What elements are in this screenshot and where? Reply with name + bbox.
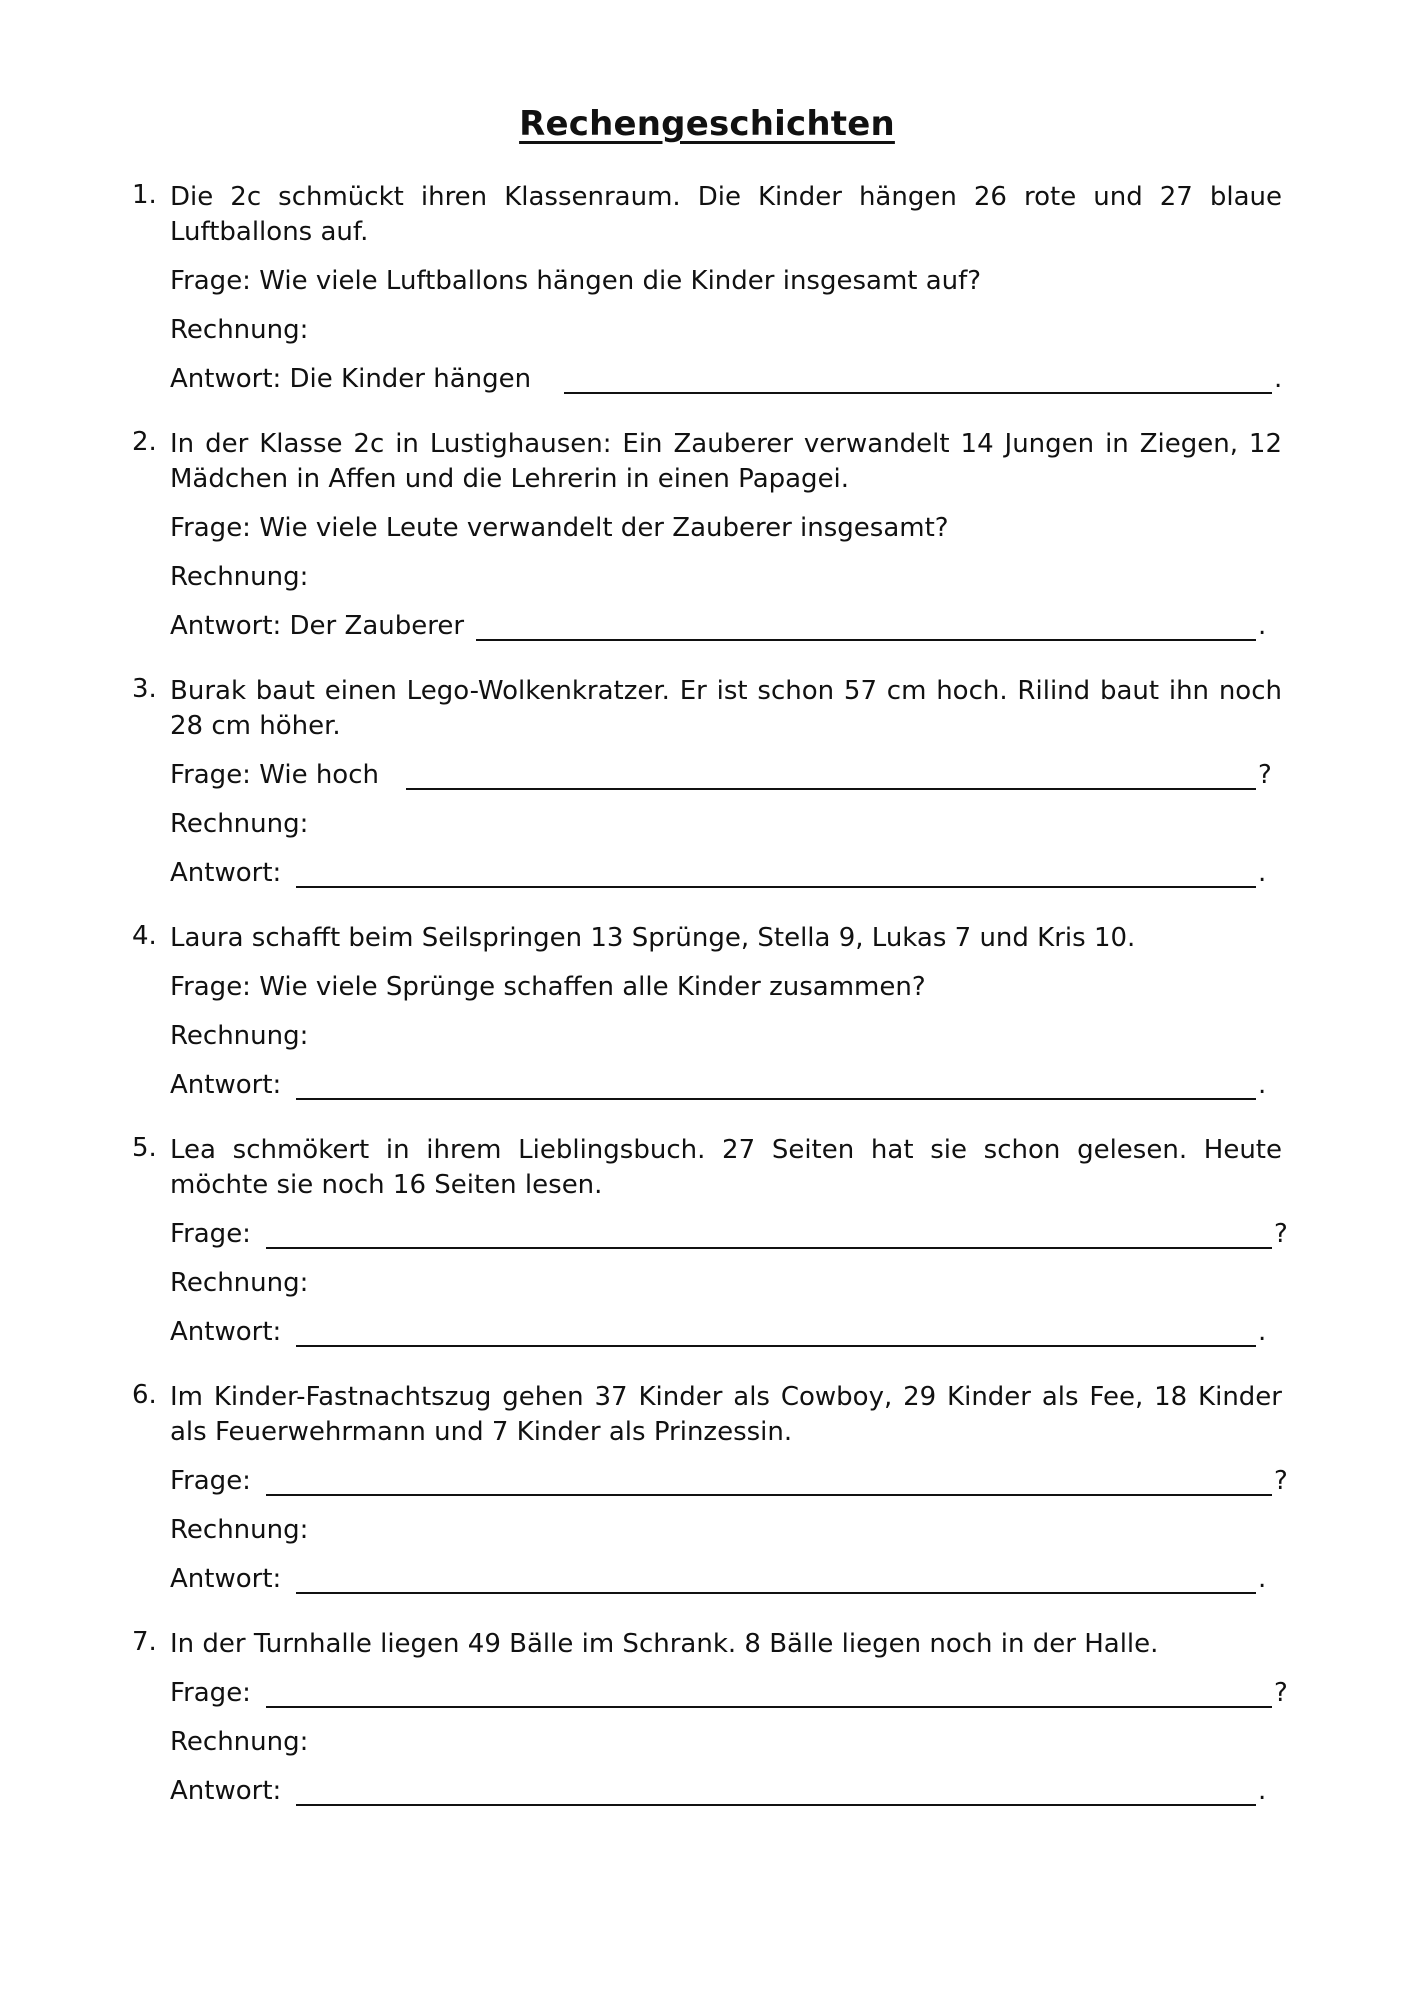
frage-blank[interactable]: [266, 1464, 1272, 1496]
task-number: 2.: [132, 427, 157, 457]
antwort-end: .: [1258, 1317, 1267, 1347]
antwort-blank[interactable]: [564, 362, 1272, 394]
rechnung-row: [170, 807, 1282, 841]
antwort-row: [170, 1774, 1282, 1808]
rechnung-label: Rechnung:: [170, 1268, 309, 1298]
rechnung-row: [170, 1019, 1282, 1053]
antwort-label: Antwort:: [170, 1776, 282, 1806]
antwort-label: Antwort:: [170, 1070, 282, 1100]
task-story: In der Klasse 2c in Lustighausen: Ein Zauberer verwandelt 14 Jungen in Ziegen, 12 Mädchen in Affen und die Lehrerin in einen Papagei.: [170, 429, 1282, 494]
frage-row: [170, 264, 1282, 298]
task-6: [132, 1380, 1288, 1596]
frage-row: [170, 1464, 1288, 1498]
antwort-blank[interactable]: [296, 1562, 1256, 1594]
antwort-label: Antwort:: [170, 1317, 282, 1347]
task-story: Lea schmökert in ihrem Lieblingsbuch. 27 Seiten hat sie schon gelesen. Heute möchte sie noch 16 Seiten lesen.: [170, 1135, 1282, 1200]
task-1: [132, 180, 1282, 396]
page-title: Rechengeschichten: [519, 104, 895, 144]
frage-blank[interactable]: [406, 758, 1256, 790]
frage-end: ?: [1274, 1678, 1288, 1708]
antwort-blank[interactable]: [296, 856, 1256, 888]
antwort-row: [170, 856, 1282, 890]
antwort-end: .: [1258, 1070, 1267, 1100]
rechnung-row: [170, 560, 1282, 594]
rechnung-row: [170, 1725, 1282, 1759]
frage-blank[interactable]: [266, 1676, 1272, 1708]
task-number: 6.: [132, 1380, 157, 1410]
frage-end: ?: [1258, 760, 1272, 790]
task-7: [132, 1627, 1288, 1808]
task-5: [132, 1133, 1288, 1349]
task-number: 7.: [132, 1627, 157, 1657]
antwort-label: Antwort:: [170, 858, 282, 888]
task-4: [132, 921, 1282, 1102]
antwort-row: [170, 609, 1282, 643]
rechnung-label: Rechnung:: [170, 1515, 309, 1545]
antwort-blank[interactable]: [476, 609, 1256, 641]
frage-row: [170, 970, 1282, 1004]
frage-row: [170, 511, 1282, 545]
antwort-blank[interactable]: [296, 1315, 1256, 1347]
rechnung-label: Rechnung:: [170, 562, 309, 592]
frage-row: [170, 1676, 1288, 1710]
antwort-row: [170, 1562, 1282, 1596]
frage-label: Frage: Wie viele Luftballons hängen die Kinder insgesamt auf?: [170, 266, 982, 296]
task-3: [132, 674, 1282, 890]
frage-label: Frage: Wie viele Sprünge schaffen alle Kinder zusammen?: [170, 972, 926, 1002]
antwort-end: .: [1258, 611, 1267, 641]
rechnung-label: Rechnung:: [170, 315, 309, 345]
antwort-label: Antwort: Der Zauberer: [170, 611, 465, 641]
frage-blank[interactable]: [266, 1217, 1272, 1249]
rechnung-label: Rechnung:: [170, 809, 309, 839]
task-number: 4.: [132, 921, 157, 951]
task-story: Die 2c schmückt ihren Klassenraum. Die Kinder hängen 26 rote und 27 blaue Luftballons auf.: [170, 182, 1282, 247]
antwort-blank[interactable]: [296, 1068, 1256, 1100]
task-number: 1.: [132, 180, 157, 210]
antwort-row: [170, 362, 1282, 396]
rechnung-row: [170, 1513, 1282, 1547]
task-2: [132, 427, 1282, 643]
frage-end: ?: [1274, 1219, 1288, 1249]
frage-row: [170, 758, 1282, 792]
rechnung-label: Rechnung:: [170, 1021, 309, 1051]
frage-label: Frage: Wie viele Leute verwandelt der Zauberer insgesamt?: [170, 513, 949, 543]
antwort-end: .: [1274, 364, 1283, 394]
task-story: Laura schafft beim Seilspringen 13 Sprünge, Stella 9, Lukas 7 und Kris 10.: [170, 923, 1136, 953]
frage-label: Frage: Wie hoch: [170, 760, 379, 790]
antwort-label: Antwort:: [170, 1564, 282, 1594]
rechnung-row: [170, 1266, 1282, 1300]
antwort-row: [170, 1068, 1282, 1102]
task-story: Im Kinder-Fastnachtszug gehen 37 Kinder als Cowboy, 29 Kinder als Fee, 18 Kinder als Feuerwehrmann und 7 Kinder als Prinzessin.: [170, 1382, 1282, 1447]
task-number: 3.: [132, 674, 157, 704]
frage-end: ?: [1274, 1466, 1288, 1496]
task-story: Burak baut einen Lego-Wolkenkratzer. Er ist schon 57 cm hoch. Rilind baut ihn noch 28 cm höher.: [170, 676, 1282, 741]
antwort-end: .: [1258, 1776, 1267, 1806]
rechnung-label: Rechnung:: [170, 1727, 309, 1757]
frage-row: [170, 1217, 1288, 1251]
frage-label: Frage:: [170, 1466, 251, 1496]
antwort-label: Antwort: Die Kinder hängen: [170, 364, 532, 394]
task-story: In der Turnhalle liegen 49 Bälle im Schrank. 8 Bälle liegen noch in der Halle.: [170, 1629, 1159, 1659]
task-number: 5.: [132, 1133, 157, 1163]
antwort-end: .: [1258, 1564, 1267, 1594]
antwort-blank[interactable]: [296, 1774, 1256, 1806]
antwort-end: .: [1258, 858, 1267, 888]
frage-label: Frage:: [170, 1219, 251, 1249]
frage-label: Frage:: [170, 1678, 251, 1708]
antwort-row: [170, 1315, 1282, 1349]
rechnung-row: [170, 313, 1282, 347]
